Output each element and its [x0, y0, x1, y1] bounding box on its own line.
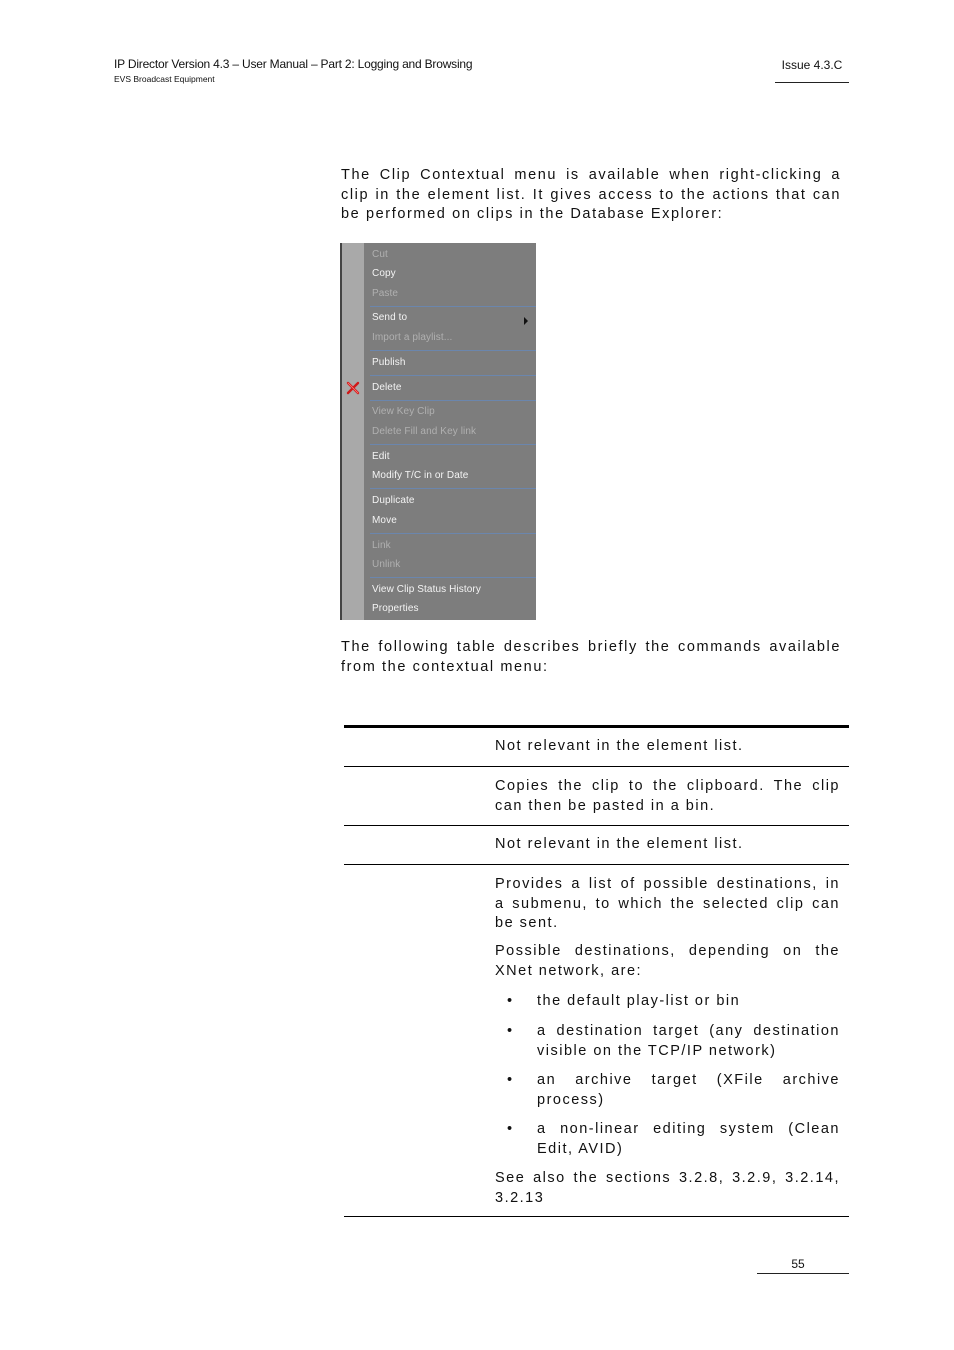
menu-separator	[370, 400, 536, 401]
table-row-send-to-description: Provides a list of possible destinations, in a submenu, to which the selected clip can be sent.	[495, 876, 840, 931]
menu-item-view-clip-status-history[interactable]: View Clip Status History	[372, 584, 481, 595]
table-row-divider	[344, 766, 849, 767]
table-row-send-to-see-also: See also the sections 3.2.8, 3.2.9, 3.2.14, 3.2.13	[495, 1170, 840, 1206]
submenu-arrow-icon	[524, 317, 528, 325]
intro-paragraph: The Clip Contextual menu is available when right-clicking a clip in the element list. It gives access to the actions that can be performed on clips in the Database Explorer:	[341, 167, 841, 222]
table-row-send-to-destinations: Possible destinations, depending on the XNet network, are:	[495, 943, 840, 979]
bullet-icon: •	[507, 1121, 514, 1137]
menu-item-link[interactable]: Link	[372, 540, 391, 551]
table-bottom-rule	[344, 1216, 849, 1217]
menu-item-cut[interactable]: Cut	[372, 249, 388, 260]
menu-item-edit[interactable]: Edit	[372, 451, 390, 462]
menu-separator	[370, 488, 536, 489]
table-row-copy-description: Copies the clip to the clipboard. The clip can then be pasted in a bin.	[495, 778, 840, 814]
list-item-text: a non-linear editing system (Clean Edit, AVID)	[537, 1121, 840, 1157]
menu-separator	[370, 306, 536, 307]
issue-label: Issue 4.3.C	[781, 58, 843, 72]
menu-separator	[370, 350, 536, 351]
menu-icon-strip	[340, 243, 364, 620]
menu-separator	[370, 444, 536, 445]
menu-separator	[370, 375, 536, 376]
menu-item-publish[interactable]: Publish	[372, 357, 406, 368]
menu-separator	[370, 577, 536, 578]
table-row-cut-description: Not relevant in the element list.	[495, 738, 744, 754]
table-row-divider	[344, 864, 849, 865]
bullet-icon: •	[507, 1072, 514, 1088]
table-row-divider	[344, 825, 849, 826]
company-name: EVS Broadcast Equipment	[114, 74, 215, 84]
footer-rule	[757, 1273, 849, 1274]
document-title: IP Director Version 4.3 – User Manual – Part 2: Logging and Browsing	[114, 57, 473, 71]
list-item-text: the default play-list or bin	[537, 993, 741, 1009]
menu-separator	[370, 533, 536, 534]
page-number: 55	[791, 1257, 805, 1271]
bullet-icon: •	[507, 993, 514, 1009]
menu-item-unlink[interactable]: Unlink	[372, 559, 401, 570]
list-item-text: an archive target (XFile archive process)	[537, 1072, 840, 1108]
table-top-rule	[344, 725, 849, 728]
menu-item-move[interactable]: Move	[372, 515, 397, 526]
menu-item-duplicate[interactable]: Duplicate	[372, 495, 415, 506]
page-header	[114, 57, 472, 84]
clip-contextual-menu	[340, 243, 536, 620]
table-row-paste-description: Not relevant in the element list.	[495, 836, 744, 852]
list-item-text: a destination target (any destination visible on the TCP/IP network)	[537, 1023, 840, 1059]
bullet-icon: •	[507, 1023, 514, 1039]
header-rule	[775, 82, 849, 83]
menu-item-delete[interactable]: Delete	[372, 382, 402, 393]
menu-item-view-key-clip[interactable]: View Key Clip	[372, 406, 435, 417]
menu-item-copy[interactable]: Copy	[372, 268, 396, 279]
table-intro-paragraph: The following table describes briefly the commands available from the contextual menu:	[341, 639, 841, 675]
delete-icon	[346, 381, 360, 395]
menu-item-send-to[interactable]: Send to	[372, 312, 408, 323]
menu-left-edge	[340, 243, 342, 620]
page-number-container	[757, 1257, 849, 1271]
menu-item-paste[interactable]: Paste	[372, 288, 399, 299]
menu-item-delete-fill-key-link[interactable]: Delete Fill and Key link	[372, 426, 477, 437]
menu-item-import-playlist[interactable]: Import a playlist...	[372, 332, 453, 343]
menu-item-modify-tc[interactable]: Modify T/C in or Date	[372, 470, 469, 481]
menu-item-properties[interactable]: Properties	[372, 603, 419, 614]
